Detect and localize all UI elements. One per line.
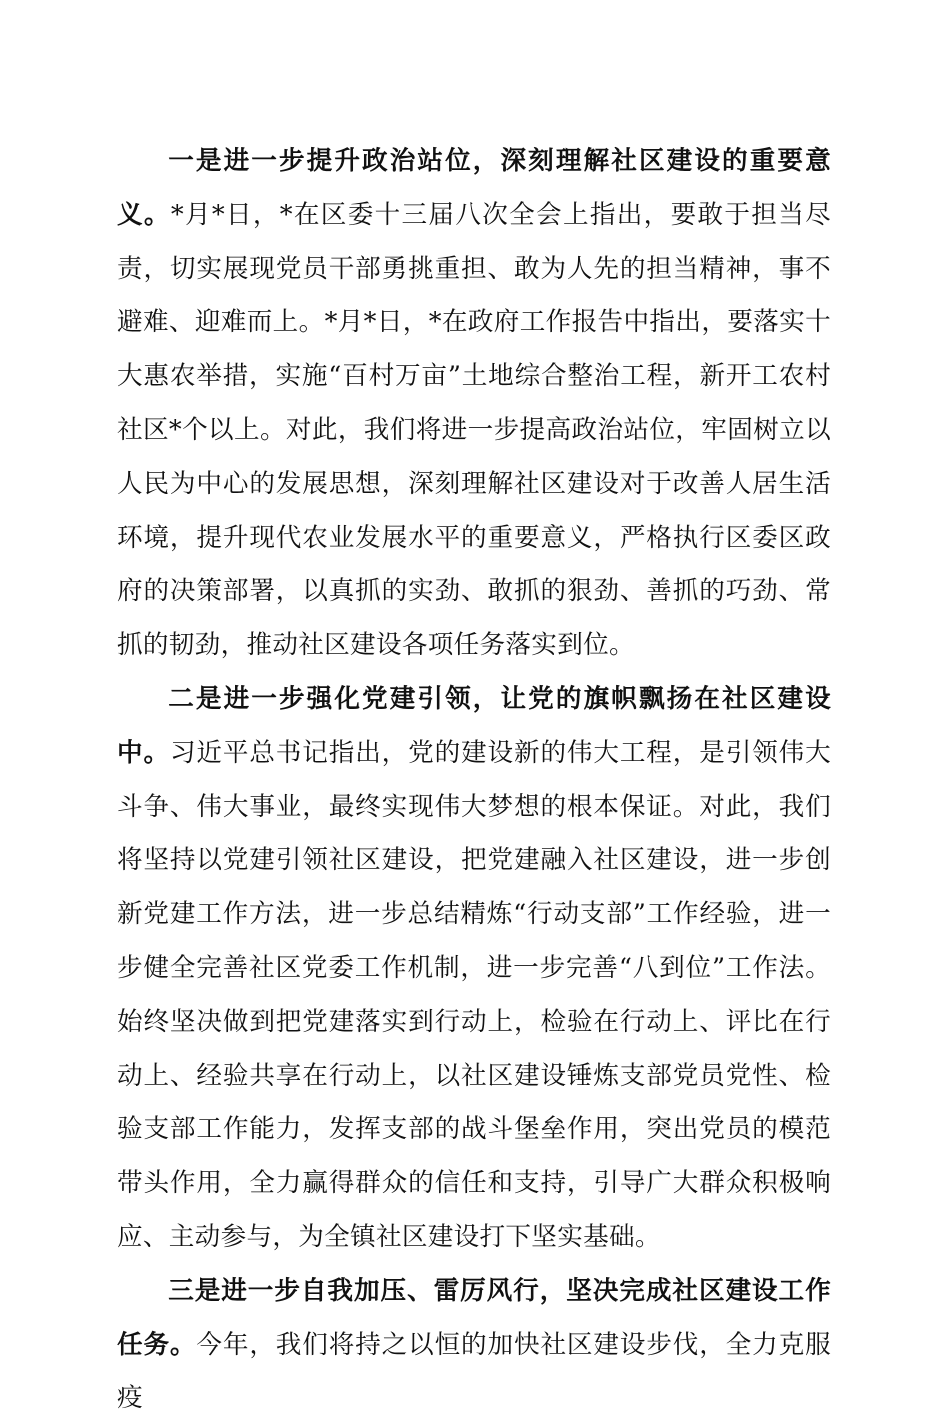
paragraph-1 <box>117 135 831 673</box>
paragraph-1-body: *月*日，*在区委十三届八次全会上指出，要敢于担当尽责，切实展现党员干部勇挑重担、敢为人先的担当精神，事不避难、迎难而上。*月*日，*在政府工作报告中指出，要落实十大惠农举措，实施“百村万亩”土地综合整治工程，新开工农村社区*个以上。对此，我们将进一步提高政治站位，牢固树立以人民为中心的发展思想，深刻理解社区建设对于改善人居生活环境，提升现代农业发展水平的重要意义，严格执行区委区政府的决策部署，以真抓的实劲、敢抓的狠劲、善抓的巧劲、常抓的韧劲，推动社区建设各项任务落实到位。 <box>117 199 831 661</box>
paragraph-2-body: 习近平总书记指出，党的建设新的伟大工程，是引领伟大斗争、伟大事业，最终实现伟大梦想的根本保证。对此，我们将坚持以党建引领社区建设，把党建融入社区建设，进一步创新党建工作方法，进一步总结精炼“行动支部”工作经验，进一步健全完善社区党委工作机制，进一步完善“八到位”工作法。始终坚决做到把党建落实到行动上，检验在行动上、评比在行动上、经验共享在行动上，以社区建设锤炼支部党员党性、检验支部工作能力，发挥支部的战斗堡垒作用，突出党员的模范带头作用，全力赢得群众的信任和支持，引导广大群众积极响应、主动参与，为全镇社区建设打下坚实基础。 <box>117 737 831 1252</box>
paragraph-3 <box>117 1265 831 1426</box>
paragraph-3-body: 今年，我们将持之以恒的加快社区建设步伐，全力克服疫 <box>117 1329 832 1414</box>
document-page <box>117 135 831 1426</box>
paragraph-3-lead: 三是进一步自我加压、雷厉风行，坚决完成社区建设工作任务。 <box>117 1275 831 1360</box>
paragraph-2 <box>117 673 831 1265</box>
paragraph-1-lead: 一是进一步提升政治站位，深刻理解社区建设的重要意义。 <box>117 146 831 230</box>
paragraph-2-lead: 二是进一步强化党建引领，让党的旗帜飘扬在社区建设中。 <box>117 683 831 768</box>
